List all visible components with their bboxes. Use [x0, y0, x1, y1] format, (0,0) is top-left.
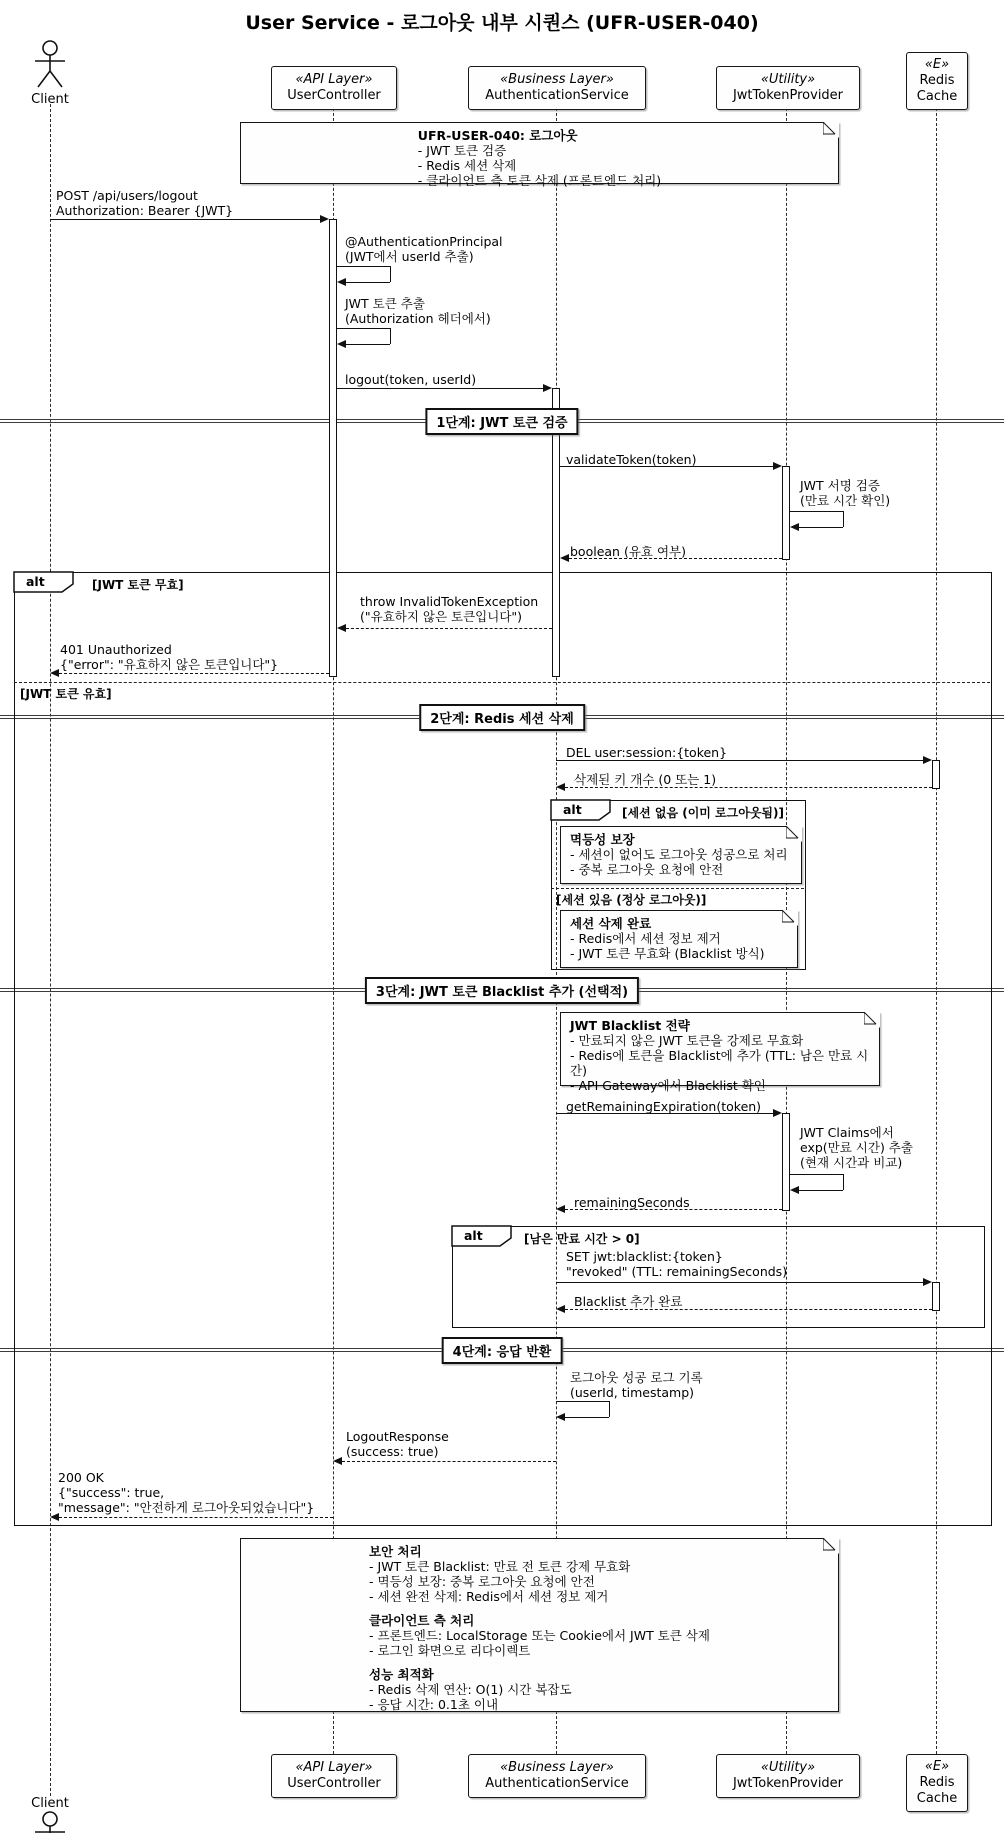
alt2-guard-if: [세션 없음 (이미 로그아웃됨)] [622, 806, 784, 820]
arrowhead [337, 624, 346, 632]
message-arrow-401 [59, 673, 329, 674]
note-title: 세션 삭제 완료 [570, 916, 652, 931]
activation-jwtprovider-1 [782, 466, 790, 560]
message-arrow-200-ok [59, 1517, 333, 1518]
arrowhead [773, 462, 782, 470]
message-label-throw-invalid-token: throw InvalidTokenException ("유효하지 않은 토큰입니다") [360, 594, 539, 624]
message-arrow-remaining-seconds [565, 1209, 782, 1210]
message-arrow-validate-token [560, 466, 773, 467]
participant-name: UserController [287, 88, 381, 103]
note-fold-icon [864, 1012, 880, 1028]
alt2-guard-else: [세션 있음 (정상 로그아웃)] [556, 893, 707, 907]
arrowhead [333, 1457, 342, 1465]
self-message-line [346, 344, 390, 345]
participant-redis-top [906, 52, 968, 110]
message-label-set-blacklist: SET jwt:blacklist:{token} "revoked" (TTL: remainingSeconds) [566, 1249, 788, 1279]
note-line: - JWT 토큰 Blacklist: 만료 전 토큰 강제 무효화 [369, 1559, 631, 1574]
participant-name: Cache [916, 1791, 958, 1806]
message-arrow-set-blacklist [556, 1282, 923, 1283]
self-message-line [843, 511, 844, 527]
participant-redis-bottom [906, 1754, 968, 1812]
message-arrow-boolean-return [569, 558, 782, 559]
participant-name: Redis [919, 1775, 955, 1790]
arrowhead [560, 554, 569, 562]
alt-keyword: alt [26, 574, 45, 589]
note-summary [240, 1538, 839, 1712]
alt1-guard-if: [JWT 토큰 무효] [92, 578, 184, 592]
self-message-line [790, 1174, 843, 1175]
stereotype: «API Layer» [295, 72, 373, 87]
self-message-line [556, 1401, 609, 1402]
divider-step1: 1단계: JWT 토큰 검증 [425, 408, 578, 435]
participant-authenticationservice-bottom [468, 1754, 646, 1798]
note-line: - JWT 토큰 무효화 (Blacklist 방식) [570, 946, 765, 961]
self-message-line [790, 511, 843, 512]
message-label-authentication-principal: @AuthenticationPrincipal (JWT에서 userId 추출) [345, 234, 503, 264]
message-label-del-session: DEL user:session:{token} [566, 745, 728, 760]
alt1-guard-else: [JWT 토큰 유효] [20, 687, 112, 701]
participant-name: AuthenticationService [485, 88, 629, 103]
alt2-else-divider [551, 888, 804, 889]
note-fold-icon [823, 1538, 839, 1554]
self-message-line [843, 1174, 844, 1190]
participant-name: Cache [916, 89, 958, 104]
participant-usercontroller-bottom [271, 1754, 397, 1798]
participant-jwttokenprovider-bottom [716, 1754, 860, 1798]
arrowhead [337, 278, 346, 286]
message-label-logout: logout(token, userId) [345, 372, 477, 387]
message-label-verify-signature: JWT 서명 검증 (만료 시간 확인) [800, 478, 891, 508]
self-message-line [346, 282, 390, 283]
alt-keyword: alt [464, 1228, 483, 1243]
message-label-extract-exp: JWT Claims에서 exp(만료 시간) 추출 (현재 시간과 비교) [800, 1125, 913, 1170]
note-overview [240, 122, 839, 188]
note-line: - 중복 로그아웃 요청에 안전 [570, 862, 724, 877]
note-line: - 로그인 화면으로 리다이렉트 [369, 1643, 531, 1658]
stereotype: «API Layer» [295, 1760, 373, 1775]
message-arrow-deleted-key-count [565, 787, 932, 788]
participant-usercontroller-top [271, 66, 397, 110]
arrowhead [790, 523, 799, 531]
activation-redis-2 [932, 1282, 940, 1311]
arrowhead [923, 756, 932, 764]
diagram-title: User Service - 로그아웃 내부 시퀀스 (UFR-USER-040) [245, 12, 759, 34]
note-fold-icon [786, 826, 802, 842]
self-message-line [337, 266, 390, 267]
note-title: UFR-USER-040: 로그아웃 [417, 128, 578, 143]
message-arrow-del-session [556, 760, 923, 761]
note-line: - Redis 세션 삭제 [417, 158, 517, 173]
message-label-post-logout: POST /api/users/logout Authorization: Bearer {JWT} [56, 188, 234, 218]
message-label-blacklist-done: Blacklist 추가 완료 [574, 1294, 683, 1309]
arrowhead [556, 783, 565, 791]
client-actor-icon-bottom [32, 1811, 68, 1833]
message-label-get-remaining-expiration: getRemainingExpiration(token) [566, 1099, 762, 1114]
participant-name: JwtTokenProvider [732, 88, 844, 103]
divider-step4: 4단계: 응답 반환 [442, 1337, 563, 1364]
note-line: - JWT 토큰 검증 [417, 143, 507, 158]
participant-name: AuthenticationService [485, 1776, 629, 1791]
note-line: - 클라이언트 측 토큰 삭제 (프론트엔드 처리) [417, 173, 662, 188]
message-label-boolean-return: boolean (유효 여부) [570, 544, 686, 559]
alt3-guard-if: [남은 만료 시간 > 0] [524, 1232, 640, 1246]
arrowhead [556, 1413, 565, 1421]
arrowhead [337, 340, 346, 348]
note-fold-icon [823, 122, 839, 138]
message-arrow-get-remaining-expiration [556, 1113, 773, 1114]
message-label-validate-token: validateToken(token) [566, 452, 697, 467]
participant-jwttokenprovider-top [716, 66, 860, 110]
stereotype: «E» [924, 1759, 950, 1774]
message-arrow-blacklist-done [565, 1309, 932, 1310]
message-label-log-success: 로그아웃 성공 로그 기록 (userId, timestamp) [570, 1370, 703, 1400]
stereotype: «Utility» [760, 72, 816, 87]
self-message-line [799, 1190, 843, 1191]
client-actor-icon [32, 40, 68, 94]
stereotype: «E» [924, 57, 950, 72]
note-line: - 멱등성 보장: 중복 로그아웃 요청에 안전 [369, 1574, 595, 1589]
participant-name: Redis [919, 73, 955, 88]
alt1-else-divider [14, 682, 990, 683]
note-line: - Redis 삭제 연산: O(1) 시간 복잡도 [369, 1682, 572, 1697]
note-line: - 프론트엔드: LocalStorage 또는 Cookie에서 JWT 토큰 삭제 [369, 1628, 710, 1643]
stereotype: «Business Layer» [500, 72, 614, 87]
message-arrow-throw-invalid-token [346, 628, 552, 629]
participant-authenticationservice-top [468, 66, 646, 110]
note-fold-icon [782, 910, 798, 926]
note-section-title: 성능 최적화 [369, 1667, 434, 1682]
arrowhead [790, 1186, 799, 1194]
arrowhead [556, 1305, 565, 1313]
activation-redis-1 [932, 760, 940, 789]
message-arrow-logout [337, 388, 543, 389]
divider-step2: 2단계: Redis 세션 삭제 [419, 704, 585, 731]
self-message-line [609, 1401, 610, 1417]
participant-name: JwtTokenProvider [732, 1776, 844, 1791]
stereotype: «Utility» [760, 1760, 816, 1775]
message-label-deleted-key-count: 삭제된 키 개수 (0 또는 1) [574, 772, 717, 787]
note-idempotency [560, 826, 802, 884]
arrowhead [923, 1278, 932, 1286]
alt-keyword: alt [563, 802, 582, 817]
participant-name: UserController [287, 1776, 381, 1791]
message-label-remaining-seconds: remainingSeconds [574, 1195, 690, 1210]
arrowhead [543, 384, 552, 392]
note-line: - Redis에 토큰을 Blacklist에 추가 (TTL: 남은 만료 시간) [570, 1048, 869, 1078]
note-title: JWT Blacklist 전략 [570, 1018, 690, 1033]
client-label-top: Client [31, 92, 69, 107]
note-line: - API Gateway에서 Blacklist 확인 [570, 1078, 766, 1093]
arrowhead [50, 1513, 59, 1521]
message-arrow-post-logout [50, 219, 320, 220]
arrowhead [556, 1205, 565, 1213]
message-label-200-ok: 200 OK {"success": true, "message": "안전하게 로그아웃되었습니다"} [58, 1470, 315, 1515]
note-line: - 만료되지 않은 JWT 토큰을 강제로 무효화 [570, 1033, 804, 1048]
note-section-title: 보안 처리 [369, 1544, 422, 1559]
message-label-logout-response: LogoutResponse (success: true) [346, 1429, 449, 1459]
note-line: - 세션 완전 삭제: Redis에서 세션 정보 제거 [369, 1589, 609, 1604]
self-message-line [337, 328, 390, 329]
self-message-line [390, 328, 391, 344]
note-line: - Redis에서 세션 정보 제거 [570, 931, 721, 946]
activation-jwtprovider-2 [782, 1113, 790, 1211]
arrowhead [773, 1109, 782, 1117]
client-label-bottom: Client [31, 1796, 69, 1811]
arrowhead [50, 669, 59, 677]
self-message-line [799, 527, 843, 528]
stereotype: «Business Layer» [500, 1760, 614, 1775]
self-message-line [390, 266, 391, 282]
arrowhead [320, 215, 329, 223]
note-session-deleted [560, 910, 798, 968]
activation-usercontroller [329, 219, 337, 677]
message-label-401: 401 Unauthorized {"error": "유효하지 않은 토큰입니다"} [60, 642, 279, 672]
message-label-extract-token: JWT 토큰 추출 (Authorization 헤더에서) [345, 296, 491, 326]
self-message-line [565, 1417, 609, 1418]
message-arrow-logout-response [342, 1461, 556, 1462]
note-line: - 응답 시간: 0.1초 이내 [369, 1697, 499, 1712]
note-blacklist-strategy [560, 1012, 880, 1093]
divider-step3: 3단계: JWT 토큰 Blacklist 추가 (선택적) [365, 977, 639, 1004]
note-line: - 세션이 없어도 로그아웃 성공으로 처리 [570, 847, 788, 862]
note-section-title: 클라이언트 측 처리 [369, 1613, 475, 1628]
note-title: 멱등성 보장 [570, 832, 635, 847]
